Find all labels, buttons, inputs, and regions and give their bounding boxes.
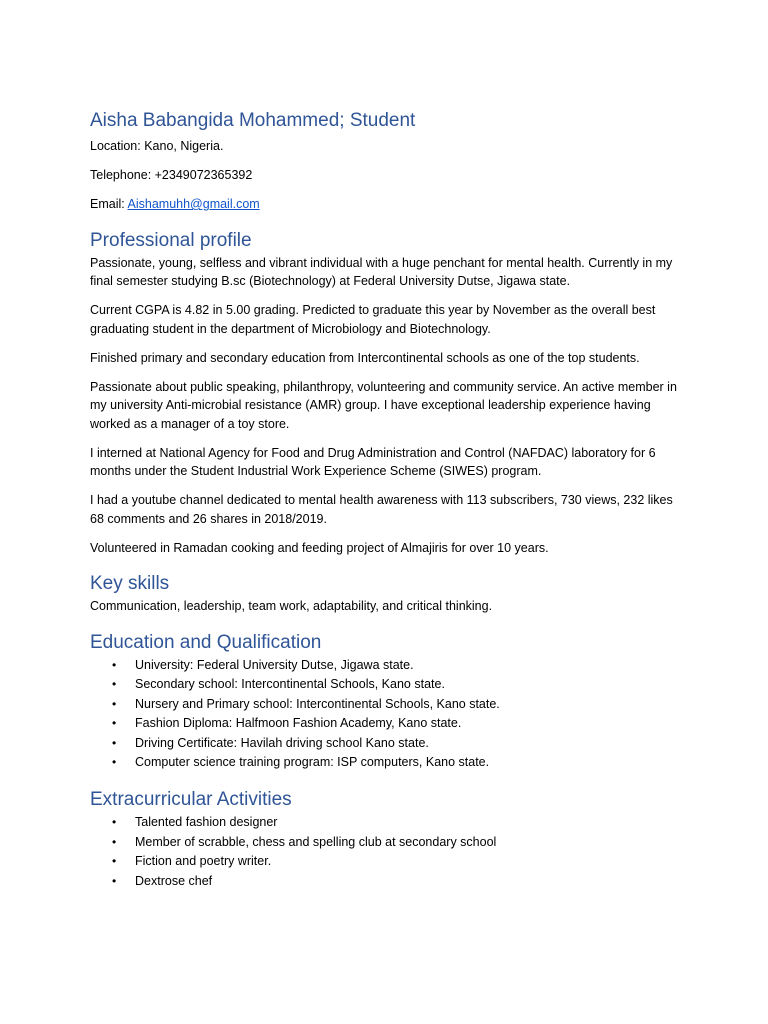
list-item-text: Driving Certificate: Havilah driving school Kano state. [135, 735, 429, 750]
profile-paragraph: I interned at National Agency for Food and Drug Administration and Control (NAFDAC) laboratory for 6 months under the Student Industrial Work Experience Scheme (SIWES) program. [90, 445, 656, 478]
list-item [90, 675, 690, 695]
bullet-icon: • [112, 854, 117, 869]
bullet-icon: • [112, 696, 117, 711]
bullet-icon: • [112, 657, 117, 672]
profile-paragraph: Passionate, young, selfless and vibrant individual with a huge penchant for mental health. Currently in my final semester studying B.sc (Biotechnology) at Federal University Dutse, Jigawa state. [90, 255, 673, 288]
bullet-icon: • [112, 815, 117, 830]
extracurricular-list [90, 813, 690, 891]
list-item-text: Fiction and poetry writer. [135, 854, 272, 869]
list-item-text: University: Federal University Dutse, Jigawa state. [135, 657, 414, 672]
bullet-icon: • [112, 677, 117, 692]
telephone-line: Telephone: +2349072365392 [90, 168, 253, 182]
list-item-text: Secondary school: Intercontinental Schools, Kano state. [135, 677, 445, 692]
education-list [90, 656, 690, 774]
list-item [90, 734, 690, 754]
list-item-text: Computer science training program: ISP computers, Kano state. [135, 755, 490, 770]
profile-paragraph: Volunteered in Ramadan cooking and feeding project of Almajiris for over 10 years. [90, 540, 549, 555]
bullet-icon: • [112, 735, 117, 750]
list-item [90, 872, 690, 892]
list-item [90, 813, 690, 833]
list-item-text: Member of scrabble, chess and spelling club at secondary school [135, 834, 497, 849]
resume-page [90, 108, 690, 891]
list-item [90, 833, 690, 853]
bullet-icon: • [112, 755, 117, 770]
list-item [90, 753, 690, 773]
list-item-text: Talented fashion designer [135, 815, 278, 830]
bullet-icon: • [112, 834, 117, 849]
name-title: Aisha Babangida Mohammed; Student [90, 110, 416, 131]
list-item [90, 714, 690, 734]
email-link[interactable]: Aishamuhh@gmail.com [127, 197, 260, 211]
list-item [90, 695, 690, 715]
email-line [90, 195, 690, 214]
list-item [90, 852, 690, 872]
list-item-text: Nursery and Primary school: Intercontinental Schools, Kano state. [135, 696, 500, 711]
profile-heading: Professional profile [90, 229, 252, 251]
extracurricular-heading: Extracurricular Activities [90, 789, 292, 811]
skills-text: Communication, leadership, team work, adaptability, and critical thinking. [90, 599, 493, 613]
skills-heading: Key skills [90, 573, 170, 594]
profile-paragraph: I had a youtube channel dedicated to mental health awareness with 113 subscribers, 730 views, 232 likes 68 comments and 26 shares in 2018/2019. [90, 493, 673, 526]
bullet-icon: • [112, 873, 117, 888]
list-item [90, 656, 690, 676]
profile-paragraph: Current CGPA is 4.82 in 5.00 grading. Predicted to graduate this year by November as the overall best graduating student in the department of Microbiology and Biotechnology. [90, 303, 656, 336]
bullet-icon: • [112, 716, 117, 731]
email-label: Email: [90, 197, 128, 211]
profile-paragraph: Passionate about public speaking, philanthropy, volunteering and community service. An active member in my university Anti-microbial resistance (AMR) group. I have exceptional leadership experience having worked as a manager of a toy store. [90, 379, 677, 431]
location-line: Location: Kano, Nigeria. [90, 139, 224, 153]
list-item-text: Dextrose chef [135, 873, 213, 888]
list-item-text: Fashion Diploma: Halfmoon Fashion Academy, Kano state. [135, 716, 462, 731]
education-heading: Education and Qualification [90, 631, 322, 653]
profile-paragraph: Finished primary and secondary education from Intercontinental schools as one of the top students. [90, 350, 640, 365]
